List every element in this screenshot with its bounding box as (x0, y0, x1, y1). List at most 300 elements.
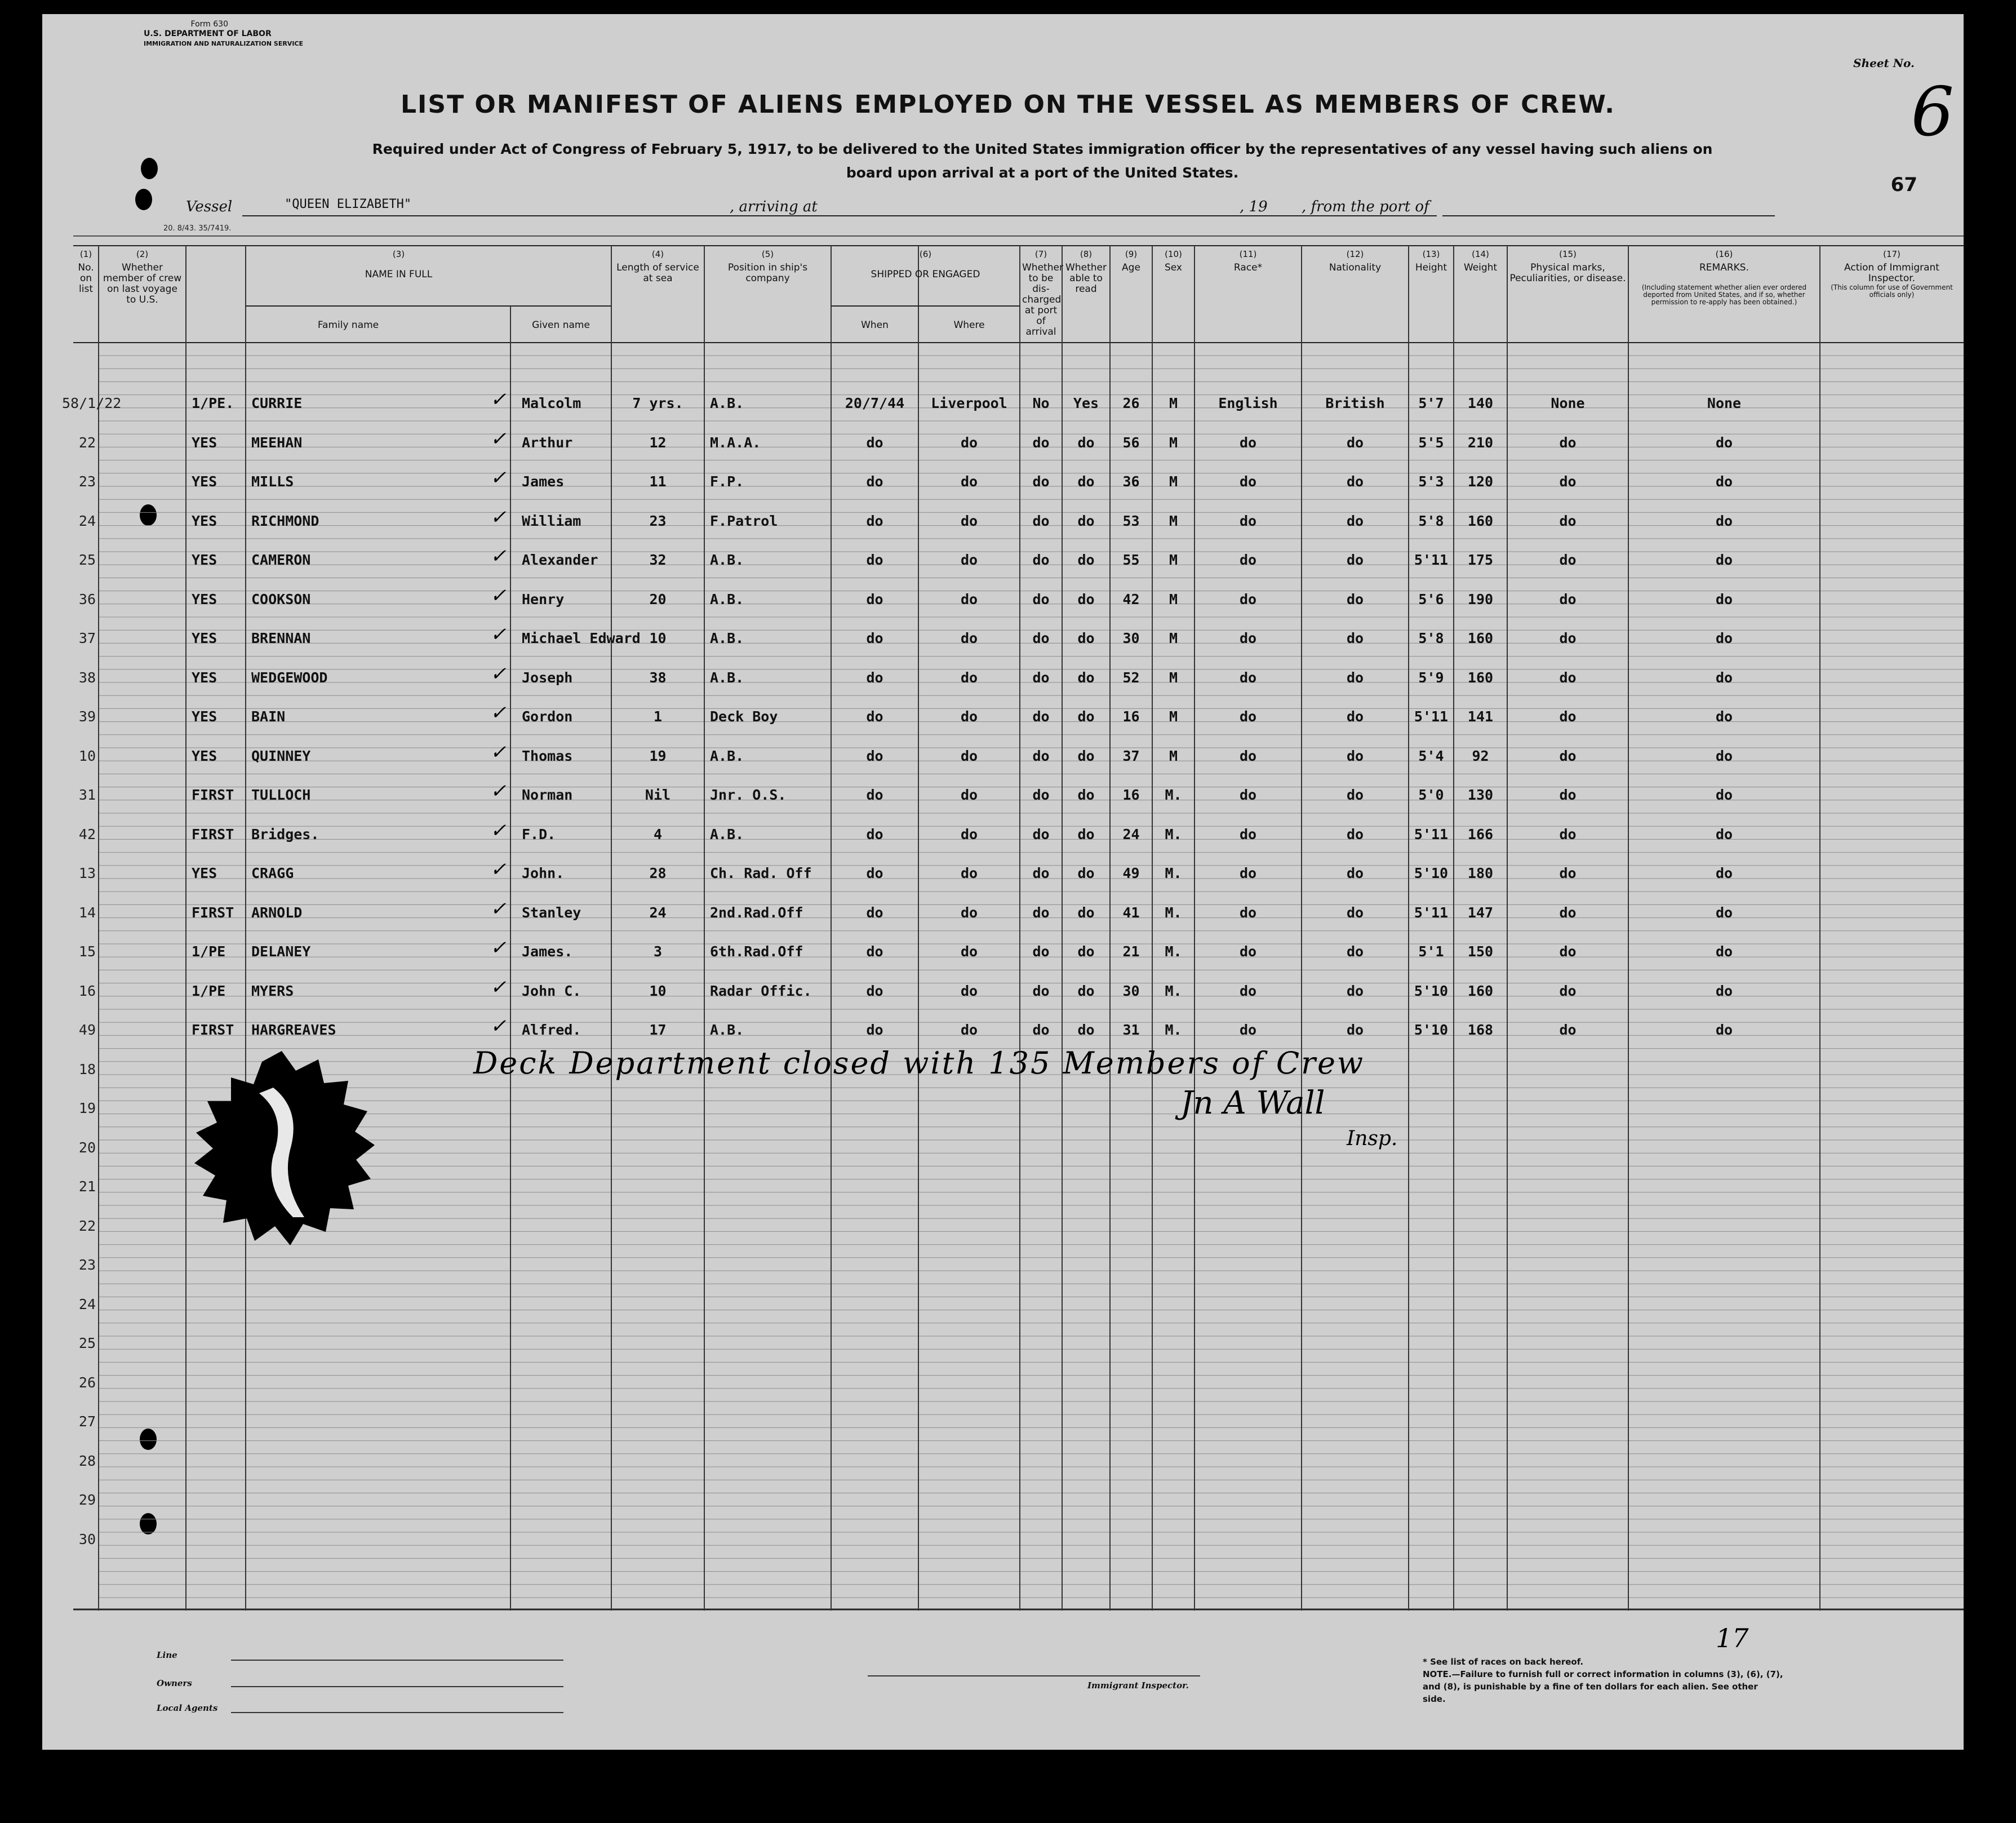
given-name: John. (522, 865, 565, 881)
column-number: (1) (79, 249, 92, 259)
family-name: CURRIE (251, 395, 303, 411)
check-mark-icon: ✓ (490, 623, 507, 646)
discharged-at-port: No (1032, 395, 1050, 411)
race-footnote: * See list of races on back hereof. (1423, 1657, 1584, 1667)
able-to-read: do (1077, 904, 1095, 921)
column-header: Whether member of crew on last voyage to U.S. (103, 262, 182, 305)
column-header-note: (This column for use of Government officials only) (1831, 283, 1953, 299)
race: do (1239, 982, 1257, 999)
crew-member-status: YES (192, 747, 217, 764)
race: do (1239, 669, 1257, 686)
column-subheader: Where (953, 320, 985, 331)
height: 5'7 (1418, 395, 1444, 411)
footer-line-rule (231, 1660, 563, 1661)
punch-hole (141, 158, 158, 179)
crew-member-status: YES (192, 591, 217, 607)
column-header: Action of Immigrant Inspector. (1844, 262, 1939, 284)
family-name: BAIN (251, 708, 286, 725)
shipped-when: do (866, 552, 883, 568)
remarks: None (1707, 395, 1742, 411)
column-header: Height (1415, 262, 1447, 273)
department-name: U.S. DEPARTMENT OF LABOR (144, 29, 272, 38)
row-number: 25 (78, 552, 96, 568)
height: 5'4 (1418, 747, 1444, 764)
check-mark-icon: ✓ (490, 505, 507, 529)
given-name: Alexander (522, 552, 598, 568)
sex: M. (1165, 865, 1182, 881)
column-number: (11) (1239, 249, 1257, 259)
column-subheader: Given name (532, 320, 590, 331)
crew-member-status: FIRST (192, 1022, 234, 1038)
column-number: (7) (1034, 249, 1047, 259)
ship-position: A.B. (710, 395, 744, 411)
age: 24 (1122, 826, 1140, 842)
race: do (1239, 512, 1257, 529)
column-header: Physical marks, Peculiarities, or disease. (1509, 262, 1626, 284)
column-number: (14) (1472, 249, 1489, 259)
crew-member-status: YES (192, 669, 217, 686)
physical-marks: do (1559, 982, 1577, 999)
row-number: 58/1/22 (62, 395, 122, 411)
footer-line-label: Line (157, 1650, 177, 1660)
row-number: 30 (78, 1531, 96, 1547)
shipped-when: do (866, 434, 883, 451)
check-mark-icon: ✓ (490, 740, 507, 764)
check-mark-icon: ✓ (490, 388, 507, 411)
shipped-when: do (866, 473, 883, 490)
ship-position: 6th.Rad.Off (710, 943, 803, 960)
crew-member-status: YES (192, 473, 217, 490)
nationality: do (1346, 1022, 1364, 1038)
shipped-when: 20/7/44 (845, 395, 905, 411)
family-name: HARGREAVES (251, 1022, 336, 1038)
nationality: do (1346, 904, 1364, 921)
shipped-when: do (866, 904, 883, 921)
vessel-line (186, 198, 1775, 221)
weight: 168 (1467, 1022, 1494, 1038)
column-number: (12) (1346, 249, 1364, 259)
age: 52 (1122, 669, 1140, 686)
length-of-service: 32 (649, 552, 667, 568)
penalty-note: NOTE.—Failure to furnish full or correct information in columns (3), (6), (7), and (8), is punishable by a fine of ten dollars for each alien. See other side. (1423, 1669, 1783, 1704)
row-number: 27 (78, 1413, 96, 1430)
height: 5'11 (1414, 826, 1449, 842)
given-name: Norman (522, 787, 573, 803)
family-name: CRAGG (251, 865, 294, 881)
age: 36 (1122, 473, 1140, 490)
shipped-when: do (866, 708, 883, 725)
crew-member-status: 1/PE (192, 943, 226, 960)
service-name: IMMIGRATION AND NATURALIZATION SERVICE (144, 40, 304, 47)
race: do (1239, 434, 1257, 451)
given-name: Gordon (522, 708, 573, 725)
height: 5'9 (1418, 669, 1444, 686)
shipped-where: do (960, 434, 978, 451)
length-of-service: Nil (645, 787, 671, 803)
weight: 160 (1467, 982, 1494, 999)
height: 5'11 (1414, 552, 1449, 568)
crew-member-status: FIRST (192, 826, 234, 842)
row-number: 49 (78, 1022, 96, 1038)
nationality: do (1346, 473, 1364, 490)
sex: M. (1165, 1022, 1182, 1038)
discharged-at-port: do (1032, 1022, 1050, 1038)
discharged-at-port: do (1032, 708, 1050, 725)
physical-marks: do (1559, 865, 1577, 881)
remarks: do (1715, 512, 1733, 529)
sheet-number-handwritten: 6 (1911, 73, 1954, 152)
sex: M (1169, 552, 1178, 568)
able-to-read: do (1077, 591, 1095, 607)
page-number: 67 (1890, 174, 1917, 196)
from-port-label: , from the port of (1302, 198, 1429, 215)
given-name: Malcolm (522, 395, 581, 411)
row-number: 36 (78, 591, 96, 607)
length-of-service: 19 (649, 747, 667, 764)
physical-marks: do (1559, 904, 1577, 921)
sex: M (1169, 669, 1178, 686)
length-of-service: 17 (649, 1022, 667, 1038)
vessel-name: "QUEEN ELIZABETH" (285, 197, 412, 211)
height: 5'10 (1414, 865, 1449, 881)
ship-position: 2nd.Rad.Off (710, 904, 803, 921)
arriving-label: , arriving at (730, 198, 818, 215)
ship-position: Ch. Rad. Off (710, 865, 812, 881)
crew-member-status: FIRST (192, 904, 234, 921)
age: 16 (1122, 787, 1140, 803)
height: 5'10 (1414, 1022, 1449, 1038)
nationality: do (1346, 591, 1364, 607)
sex: M (1169, 630, 1178, 646)
column-header: Weight (1463, 262, 1498, 273)
column-number: (13) (1422, 249, 1440, 259)
check-mark-icon: ✓ (490, 467, 507, 489)
footer-agents-rule (231, 1712, 563, 1713)
year-label: , 19 (1240, 198, 1268, 215)
column-header-note: (Including statement whether alien ever ordered deported from United States, and if so, whether permission to re-apply has been obtained.) (1641, 283, 1807, 306)
shipped-when: do (866, 865, 883, 881)
crew-member-status: 1/PE (192, 982, 226, 999)
nationality: do (1346, 826, 1364, 842)
remarks: do (1715, 552, 1733, 568)
discharged-at-port: do (1032, 943, 1050, 960)
discharged-at-port: do (1032, 512, 1050, 529)
sex: M. (1165, 982, 1182, 999)
shipped-when: do (866, 591, 883, 607)
height: 5'11 (1414, 904, 1449, 921)
race: do (1239, 1022, 1257, 1038)
shipped-where: do (960, 630, 978, 646)
physical-marks: do (1559, 630, 1577, 646)
physical-marks: do (1559, 669, 1577, 686)
row-number: 22 (78, 1217, 96, 1234)
weight: 175 (1467, 552, 1494, 568)
length-of-service: 10 (649, 982, 667, 999)
race: do (1239, 552, 1257, 568)
able-to-read: do (1077, 865, 1095, 881)
length-of-service: 11 (649, 473, 667, 490)
nationality: do (1346, 747, 1364, 764)
race: do (1239, 943, 1257, 960)
family-name: MEEHAN (251, 434, 303, 451)
race: English (1218, 395, 1278, 411)
footer-owners-rule (231, 1686, 563, 1687)
remarks: do (1715, 982, 1733, 999)
physical-marks: do (1559, 473, 1577, 490)
column-header: Position in ship's company (727, 262, 808, 284)
ship-position: Radar Offic. (710, 982, 812, 999)
sex: M (1169, 708, 1178, 725)
physical-marks: do (1559, 434, 1577, 451)
nationality: British (1325, 395, 1385, 411)
physical-marks: do (1559, 826, 1577, 842)
row-number: 25 (78, 1335, 96, 1351)
column-number: (5) (761, 249, 774, 259)
check-mark-icon: ✓ (490, 662, 507, 685)
ship-position: F.P. (710, 473, 744, 490)
remarks: do (1715, 904, 1733, 921)
weight: 140 (1467, 395, 1494, 411)
height: 5'8 (1418, 630, 1444, 646)
column-number: (2) (136, 249, 149, 259)
shipped-where: do (960, 982, 978, 999)
inspector-signature-title: Insp. (1347, 1127, 1398, 1150)
ship-position: Deck Boy (710, 708, 778, 725)
physical-marks: do (1559, 708, 1577, 725)
row-number: 24 (78, 1296, 96, 1312)
ship-position: A.B. (710, 1022, 744, 1038)
physical-marks: do (1559, 747, 1577, 764)
column-header: Whether able to read (1065, 262, 1107, 295)
remarks: do (1715, 473, 1733, 490)
discharged-at-port: do (1032, 826, 1050, 842)
height: 5'6 (1418, 591, 1444, 607)
row-number: 19 (78, 1100, 96, 1116)
inspector-signature: Jn A Wall (1180, 1085, 1325, 1121)
row-number: 23 (78, 473, 96, 490)
able-to-read: do (1077, 434, 1095, 451)
shipped-where: do (960, 826, 978, 842)
remarks: do (1715, 826, 1733, 842)
shipped-where: do (960, 591, 978, 607)
row-number: 42 (78, 826, 96, 842)
shipped-when: do (866, 826, 883, 842)
weight: 92 (1472, 747, 1489, 764)
row-number: 28 (78, 1452, 96, 1469)
able-to-read: do (1077, 669, 1095, 686)
family-name: Bridges. (251, 826, 319, 842)
crew-member-status: YES (192, 630, 217, 646)
shipped-when: do (866, 512, 883, 529)
family-name: WEDGEWOOD (251, 669, 328, 686)
column-header: Whether to be dis-charged at port of arrival (1022, 262, 1063, 338)
discharged-at-port: do (1032, 904, 1050, 921)
print-code: 20. 8/43. 35/7419. (163, 224, 232, 233)
discharged-at-port: do (1032, 787, 1050, 803)
family-name: CAMERON (251, 552, 311, 568)
discharged-at-port: do (1032, 552, 1050, 568)
sex: M. (1165, 826, 1182, 842)
shipped-when: do (866, 787, 883, 803)
given-name: Thomas (522, 747, 573, 764)
row-number: 21 (78, 1178, 96, 1195)
physical-marks: None (1551, 395, 1585, 411)
able-to-read: do (1077, 1022, 1095, 1038)
sex: M (1169, 434, 1178, 451)
shipped-when: do (866, 943, 883, 960)
height: 5'5 (1418, 434, 1444, 451)
able-to-read: do (1077, 630, 1095, 646)
crew-member-status: FIRST (192, 787, 234, 803)
remarks: do (1715, 787, 1733, 803)
race: do (1239, 747, 1257, 764)
length-of-service: 20 (649, 591, 667, 607)
family-name: DELANEY (251, 943, 311, 960)
length-of-service: 38 (649, 669, 667, 686)
ship-position: M.A.A. (710, 434, 761, 451)
nationality: do (1346, 512, 1364, 529)
shipped-when: do (866, 630, 883, 646)
remarks: do (1715, 1022, 1733, 1038)
race: do (1239, 708, 1257, 725)
race: do (1239, 826, 1257, 842)
nationality: do (1346, 434, 1364, 451)
race: do (1239, 473, 1257, 490)
given-name: William (522, 512, 581, 529)
crew-member-status: 1/PE. (192, 395, 234, 411)
immigrant-inspector-label: Immigrant Inspector. (1087, 1680, 1189, 1691)
race: do (1239, 865, 1257, 881)
discharged-at-port: do (1032, 434, 1050, 451)
row-number: 29 (78, 1492, 96, 1508)
vessel-label: Vessel (186, 198, 233, 215)
age: 56 (1122, 434, 1140, 451)
column-subheader: When (861, 320, 889, 331)
discharged-at-port: do (1032, 865, 1050, 881)
able-to-read: do (1077, 747, 1095, 764)
nationality: do (1346, 982, 1364, 999)
row-number: 20 (78, 1139, 96, 1156)
given-name: Alfred. (522, 1022, 581, 1038)
crew-member-status: YES (192, 708, 217, 725)
nationality: do (1346, 943, 1364, 960)
check-mark-icon: ✓ (490, 702, 507, 724)
footer-agents-label: Local Agents (157, 1703, 218, 1713)
column-header: SHIPPED OR ENGAGED (871, 269, 980, 280)
shipped-where: do (960, 747, 978, 764)
weight: 210 (1467, 434, 1494, 451)
check-mark-icon: ✓ (490, 1015, 507, 1037)
shipped-where: do (960, 708, 978, 725)
row-number: 14 (78, 904, 96, 921)
age: 30 (1122, 630, 1140, 646)
height: 5'11 (1414, 708, 1449, 725)
row-number: 26 (78, 1374, 96, 1391)
able-to-read: do (1077, 473, 1095, 490)
given-name: James (522, 473, 565, 490)
shipped-where: do (960, 512, 978, 529)
weight: 147 (1467, 904, 1494, 921)
weight: 160 (1467, 630, 1494, 646)
weight: 160 (1467, 669, 1494, 686)
length-of-service: 10 (649, 630, 667, 646)
row-number: 37 (78, 630, 96, 646)
given-name: F.D. (522, 826, 556, 842)
column-number: (10) (1165, 249, 1182, 259)
age: 53 (1122, 512, 1140, 529)
check-mark-icon: ✓ (490, 584, 507, 607)
inspector-signature-rule (868, 1675, 1200, 1676)
column-subheader: Family name (317, 320, 379, 331)
column-number: (4) (651, 249, 664, 259)
column-number: (3) (392, 249, 405, 259)
row-number: 23 (78, 1257, 96, 1273)
weight: 180 (1467, 865, 1494, 881)
row-number: 24 (78, 512, 96, 529)
age: 30 (1122, 982, 1140, 999)
column-number: (15) (1559, 249, 1577, 259)
ship-position: A.B. (710, 747, 744, 764)
shipped-where: do (960, 865, 978, 881)
check-mark-icon: ✓ (490, 975, 507, 999)
length-of-service: 12 (649, 434, 667, 451)
check-mark-icon: ✓ (490, 819, 507, 842)
length-of-service: 7 yrs. (632, 395, 683, 411)
column-header: Sex (1164, 262, 1182, 273)
weight: 141 (1467, 708, 1494, 725)
column-number: (17) (1883, 249, 1900, 259)
shipped-when: do (866, 669, 883, 686)
age: 31 (1122, 1022, 1140, 1038)
row-number: 13 (78, 865, 96, 881)
document-title: LIST OR MANIFEST OF ALIENS EMPLOYED ON THE VESSEL AS MEMBERS OF CREW. (400, 90, 1615, 119)
length-of-service: 1 (653, 708, 663, 725)
ship-position: A.B. (710, 591, 744, 607)
remarks: do (1715, 669, 1733, 686)
form-identification (144, 20, 313, 48)
given-name: Michael Edward (522, 630, 641, 646)
weight: 160 (1467, 512, 1494, 529)
race: do (1239, 787, 1257, 803)
row-number: 31 (78, 787, 96, 803)
physical-marks: do (1559, 943, 1577, 960)
punch-hole (135, 189, 152, 210)
family-name: QUINNEY (251, 747, 311, 764)
shipped-when: do (866, 982, 883, 999)
shipped-where: do (960, 669, 978, 686)
remarks: do (1715, 708, 1733, 725)
weight: 130 (1467, 787, 1494, 803)
ship-position: F.Patrol (710, 512, 778, 529)
check-mark-icon: ✓ (490, 545, 507, 567)
able-to-read: do (1077, 552, 1095, 568)
physical-marks: do (1559, 552, 1577, 568)
given-name: Joseph (522, 669, 573, 686)
crew-member-status: YES (192, 552, 217, 568)
shipped-where: Liverpool (931, 395, 1007, 411)
ship-position: A.B. (710, 552, 744, 568)
document-subtitle: Required under Act of Congress of February 5, 1917, to be delivered to the United States immigration officer by the representatives of any vessel having such aliens on board upon arrival at a port of the United States. (372, 141, 1713, 181)
nationality: do (1346, 669, 1364, 686)
sex: M. (1165, 943, 1182, 960)
family-name: ARNOLD (251, 904, 303, 921)
footer-owners-label: Owners (157, 1678, 192, 1688)
check-mark-icon: ✓ (490, 937, 507, 959)
manifest-table (62, 236, 1964, 1611)
nationality: do (1346, 787, 1364, 803)
shipped-where: do (960, 473, 978, 490)
height: 5'1 (1418, 943, 1444, 960)
